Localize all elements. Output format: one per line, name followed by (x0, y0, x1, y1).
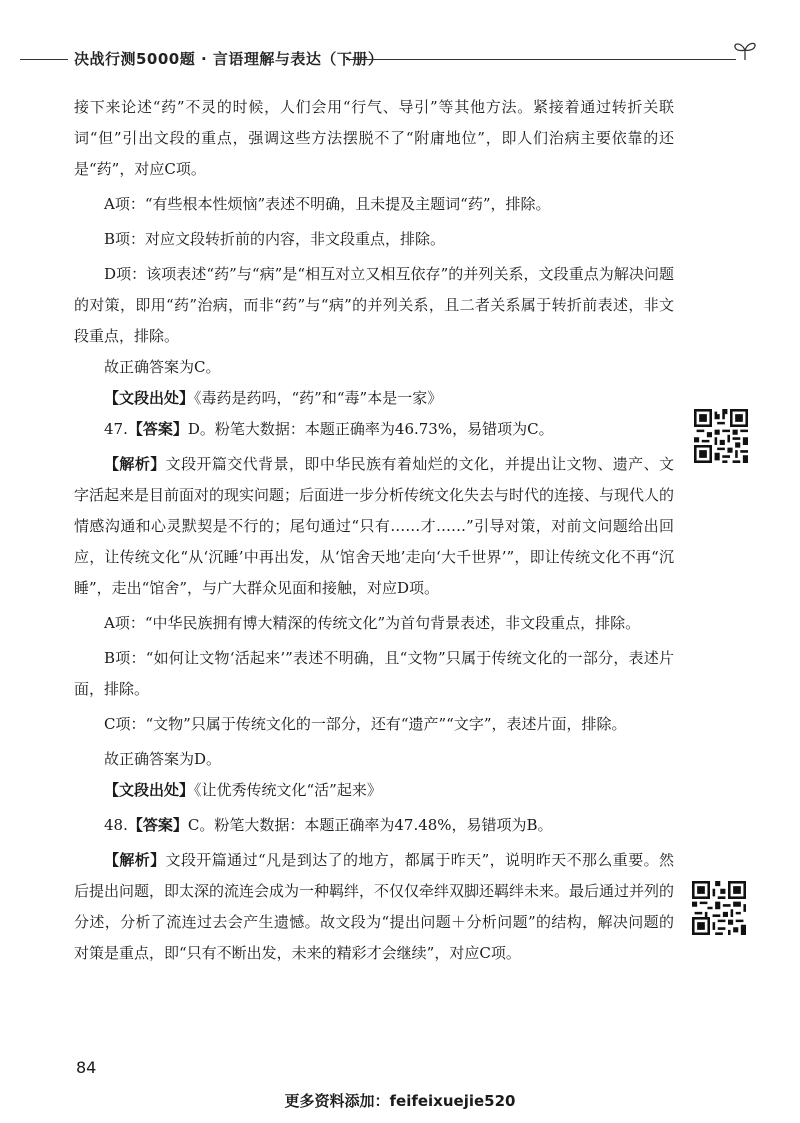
answer-text: D。粉笔大数据：本题正确率为46.73%，易错项为C。 (187, 420, 554, 438)
analysis-text: 文段开篇通过“凡是到达了的地方，都属于昨天”，说明昨天不那么重要。然后提出问题，即太深的流连会成为一种羁绊，不仅仅牵绊双脚还羁绊未来。最后通过并列的分述，分析了流连过去会产生遗憾。故文段为“提出问题＋分析问题”的结构，解决问题的对策是重点，即“只有不断出发，未来的精彩才会继续”，对应C项。 (74, 851, 675, 962)
analysis-label: 【解析】 (104, 455, 166, 473)
sprout-icon (732, 38, 758, 62)
answer-label: 【答案】 (127, 420, 188, 438)
qr-code-icon[interactable] (694, 409, 748, 463)
option-b-analysis: B项：“如何让文物‘活起来’”表述不明确，且“文物”只属于传统文化的一部分，表述片面，排除。 (74, 649, 674, 698)
answer-text: C。粉笔大数据：本题正确率为47.48%，易错项为B。 (187, 816, 553, 834)
answer-line (74, 414, 674, 445)
analysis-paragraph (74, 449, 674, 604)
paragraph: 接下来论述“药”不灵的时候，人们会用“行气、导引”等其他方法。紧接着通过转折关联词“但”引出文段的重点，强调这些方法摆脱不了“附庸地位”，即人们治病主要依靠的还是“药”，对应C项。 (74, 98, 674, 178)
analysis-label: 【解析】 (104, 851, 166, 869)
answer-line (74, 810, 674, 841)
header-rule-left (20, 59, 68, 60)
source-text: 《毒药是药吗，“药”和“毒”本是一家》 (194, 389, 443, 407)
correct-answer: 故正确答案为C。 (104, 358, 221, 376)
source-text: 《让优秀传统文化“活”起来》 (194, 781, 382, 799)
source-line (74, 775, 674, 806)
page-number: 84 (76, 1058, 97, 1077)
book-title: 决战行测5000题 · 言语理解与表达（下册） (74, 50, 384, 68)
page-body (74, 92, 674, 969)
footer-note: 更多资料添加：feifeixuejie520 (284, 1092, 516, 1110)
answer-label: 【答案】 (127, 816, 188, 834)
question-number: 47. (104, 420, 128, 438)
option-d-analysis: D项：该项表述“药”与“病”是“相互对立又相互依存”的并列关系，文段重点为解决问题的对策，即用“药”治病，而非“药”与“病”的并列关系，且二者关系属于转折前表述，非文段重点，排除。 (74, 265, 674, 345)
question-number: 48. (104, 816, 128, 834)
option-c-analysis: C项：“文物”只属于传统文化的一部分，还有“遗产”“文字”，表述片面，排除。 (104, 715, 627, 733)
source-label: 【文段出处】 (104, 389, 195, 407)
qr-code-icon[interactable] (692, 881, 746, 935)
option-b-analysis: B项：对应文段转折前的内容，非文段重点，排除。 (104, 230, 446, 248)
correct-answer: 故正确答案为D。 (104, 750, 222, 768)
option-a-analysis: A项：“有些根本性烦恼”表述不明确，且未提及主题词“药”，排除。 (104, 195, 551, 213)
analysis-paragraph (74, 845, 674, 969)
source-line (74, 383, 674, 414)
header-rule-right (346, 59, 736, 60)
running-header (0, 44, 800, 74)
option-a-analysis: A项：“中华民族拥有博大精深的传统文化”为首句背景表述，非文段重点，排除。 (104, 614, 641, 632)
source-label: 【文段出处】 (104, 781, 195, 799)
analysis-text: 文段开篇交代背景，即中华民族有着灿烂的文化，并提出让文物、遗产、文字活起来是目前面对的现实问题；后面进一步分析传统文化失去与时代的连接、与现代人的情感沟通和心灵默契是不行的；尾句通过“只有……才……”引导对策，对前文问题给出回应，让传统文化“从‘沉睡’中再出发，从‘馆舍天地’走向‘大千世界’”，即让传统文化不再“沉睡”，走出“馆舍”，与广大群众见面和接触，对应D项。 (74, 455, 675, 597)
